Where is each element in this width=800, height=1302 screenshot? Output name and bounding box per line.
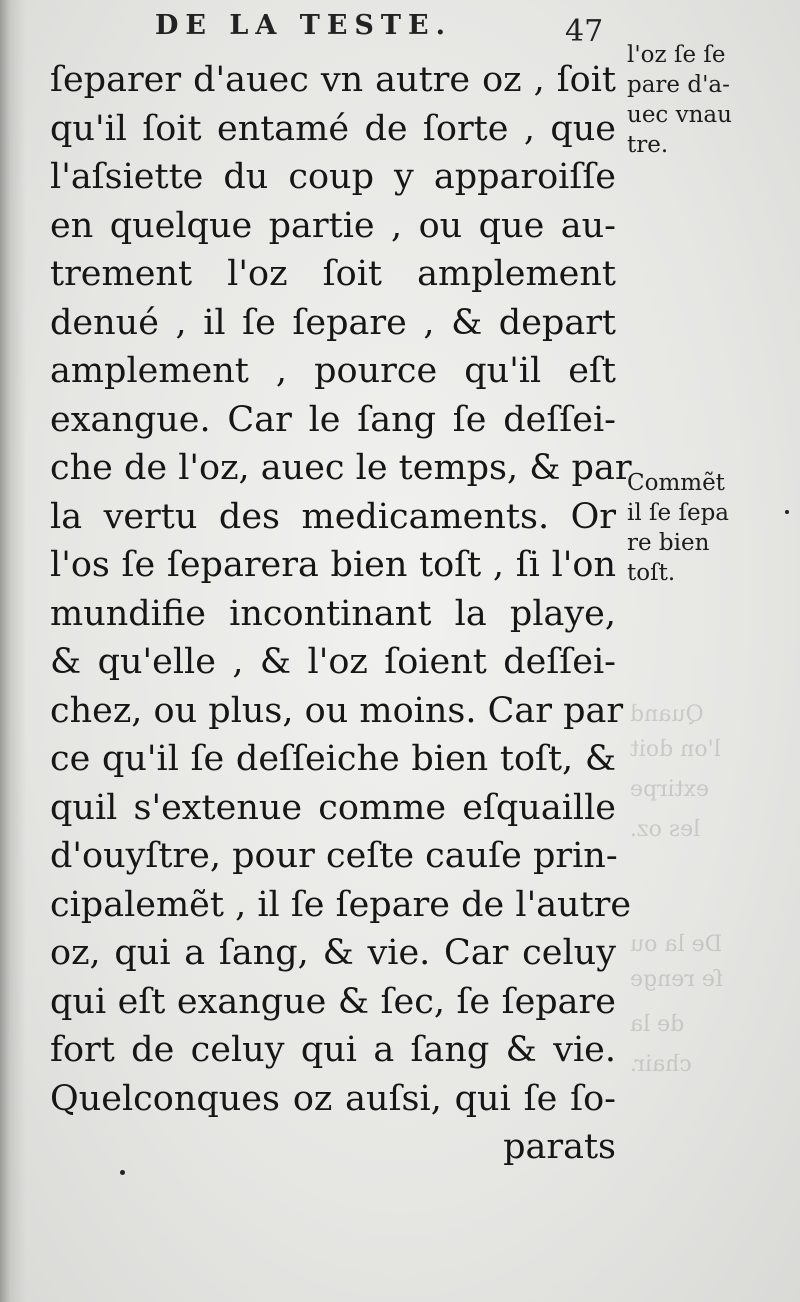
margin-note-line: Commẽt xyxy=(627,470,725,496)
text-line: d'ouyſtre, pour ceſte cauſe prin- xyxy=(50,836,618,876)
margin-note-line: toſt. xyxy=(627,560,676,586)
ink-speck xyxy=(120,1170,125,1175)
margin-note-line: tre. xyxy=(627,132,669,158)
text-line: & qu'elle , & l'oz ſoient deſſei- xyxy=(50,642,616,682)
running-head: DE LA TESTE. xyxy=(155,10,452,41)
text-line: ſeparer d'auec vn autre oz , ſoit xyxy=(50,60,616,100)
margin-note-separation xyxy=(627,40,787,160)
show-through-line: chair. xyxy=(630,1052,692,1077)
text-line: quil s'extenue comme eſquaille xyxy=(50,787,616,828)
ink-speck xyxy=(785,510,789,514)
show-through-line: l'on doit xyxy=(630,737,721,762)
text-line: chez, ou plus, ou moins. Car par xyxy=(50,690,624,731)
text-line: qui eſt exangue & ſec, ſe ſepare xyxy=(50,981,616,1022)
text-line: amplement , pource qu'il eſt xyxy=(50,351,616,391)
margin-note-line: uec vnau xyxy=(627,102,732,128)
text-line: en quelque partie , ou que au- xyxy=(50,205,616,246)
text-line: la vertu des medicaments. Or xyxy=(50,496,616,537)
text-line: l'os ſe ſeparera bien toſt , ſi l'on xyxy=(50,545,616,585)
margin-note-line: re bien xyxy=(627,530,710,556)
show-through-line: De la ou xyxy=(630,932,723,957)
text-line: oz, qui a ſang, & vie. Car celuy xyxy=(50,933,616,973)
show-through-line: Quand xyxy=(630,702,704,727)
margin-note-line: l'oz ſe ſe xyxy=(627,42,726,68)
main-text-block xyxy=(50,56,632,1172)
text-line: cipalemẽt , il ſe ſepare de l'autre xyxy=(50,884,632,925)
show-through-line: extirpe xyxy=(630,777,709,802)
show-through-line: ſe renge xyxy=(630,967,723,992)
text-line: l'aſsiette du coup y apparoiſſe xyxy=(50,157,616,197)
margin-note-line: pare d'a- xyxy=(627,72,730,98)
gutter-shadow xyxy=(0,0,26,1302)
text-line: fort de celuy qui a ſang & vie. xyxy=(50,1030,616,1070)
show-through-line: de la xyxy=(630,1012,685,1037)
page-number: 47 xyxy=(565,14,604,49)
catchword: parats xyxy=(503,1127,616,1167)
text-line: qu'il ſoit entamé de ſorte , que xyxy=(50,108,616,149)
margin-note-how-soon xyxy=(627,468,787,588)
text-line: ce qu'il ſe deſſeiche bien toſt, & xyxy=(50,739,616,779)
text-line: che de l'oz, auec le temps, & par xyxy=(50,448,632,488)
text-line: exangue. Car le ſang ſe deſſei- xyxy=(50,399,616,440)
text-line: denué , il ſe ſepare , & depart xyxy=(50,302,616,343)
text-line: mundifie incontinant la playe, xyxy=(50,593,616,634)
text-line: trement l'oz ſoit amplement xyxy=(50,254,616,294)
text-line: Quelconques oz auſsi, qui ſe ſo- xyxy=(50,1078,616,1119)
show-through-line: les oz. xyxy=(630,817,701,842)
margin-note-line: il ſe ſepa xyxy=(627,500,730,526)
